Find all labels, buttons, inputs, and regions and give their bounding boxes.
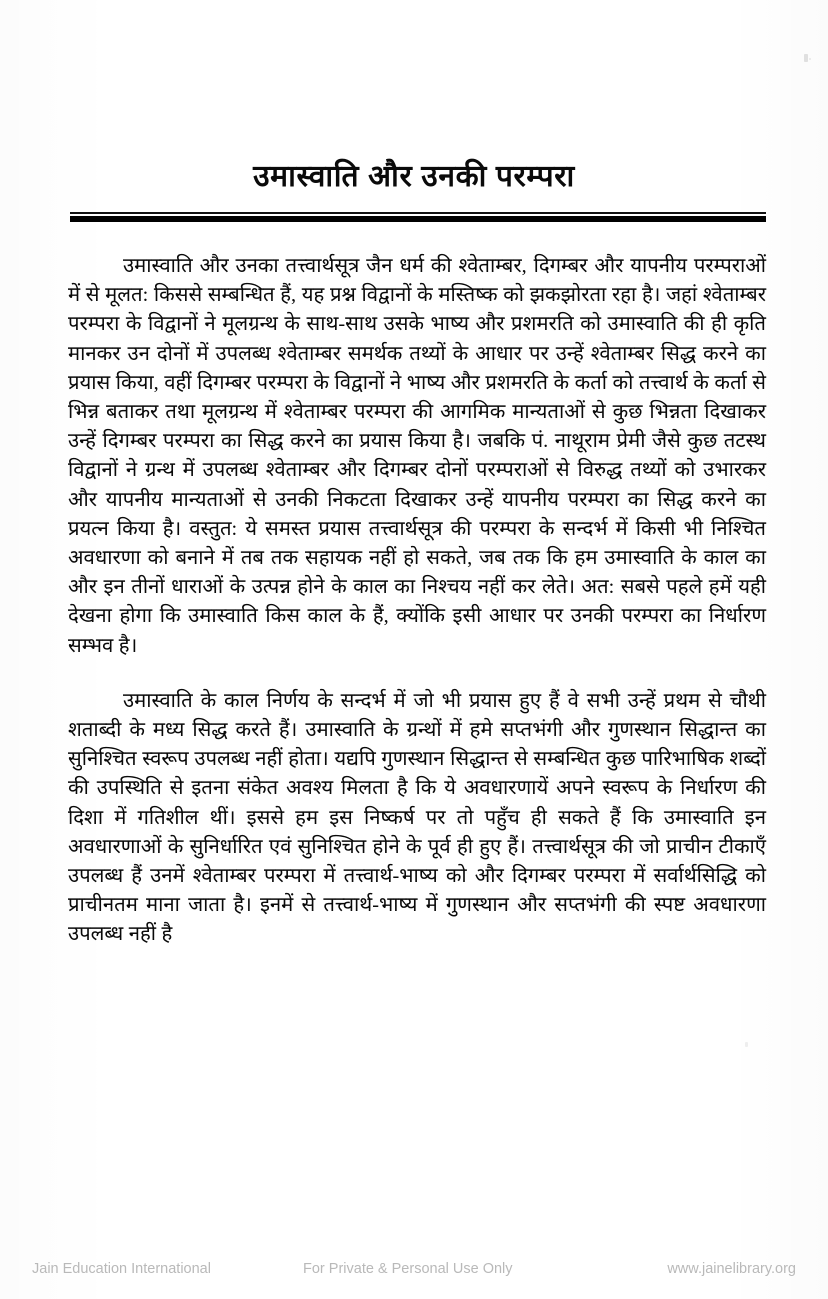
title-rule-thin xyxy=(70,212,766,214)
footer-usage-notice: For Private & Personal Use Only xyxy=(303,1261,513,1277)
scan-artifact-speck xyxy=(745,1042,748,1047)
page-title: उमास्वाति और उनकी परम्परा xyxy=(253,160,575,193)
scan-artifact-speck xyxy=(809,58,811,60)
scan-artifact-speck xyxy=(804,54,808,62)
footer-publisher: Jain Education International xyxy=(32,1261,211,1277)
title-rule-thick xyxy=(70,216,766,222)
paragraph: उमास्वाति और उनका तत्त्वार्थसूत्र जैन धर्म की श्वेताम्बर, दिगम्बर और यापनीय परम्पराओं में से मूलत: किससे सम्बन्धित हैं, यह प्रश्न विद्वानों के मस्तिष्क को झकझोरता रहा है। जहां श्वेताम्बर परम्परा के विद्वानों ने मूलग्रन्थ के साथ-साथ उसके भाष्य और प्रशमरति को उमास्वाति की ही कृति मान‍कर उन दोनों में उपलब्ध श्वेताम्बर समर्थक तथ्यों के आधार पर उन्हें श्वेताम्बर सिद्ध करने का प्रयास किया, वहीं दिगम्बर परम्परा के विद्वानों ने भाष्य और प्रशमरति के कर्ता को तत्त्वार्थ के कर्ता से भिन्न बताकर तथा मूलग्रन्थ में श्वेताम्बर परम्परा की आगमिक मान्यताओं से कुछ भिन्नता दिखाकर उन्हें दिगम्बर परम्परा का सिद्ध करने का प्रयास किया है। जबकि पं. नाथूराम प्रेमी जैसे कुछ तटस्थ विद्वानों ने ग्रन्थ में उपलब्ध श्वेताम्बर और दिगम्बर दोनों परम्पराओं से विरुद्ध तथ्यों को उभारकर और यापनीय मान्यताओं से उनकी निकटता दिखाकर उन्हें यापनीय परम्परा का सिद्ध करने का प्रयत्न किया है। वस्तुत: ये समस्त प्रयास तत्त्वार्थसूत्र की परम्परा के सन्दर्भ में किसी भी निश्चित अवधारणा को बनाने में तब तक सहायक नहीं हो सकते, जब तक कि हम उमास्वाति के काल का और इन तीनों धाराओं के उत्पन्न होने के काल का निश्चय नहीं कर लेते। अत: सबसे पहले हमें यही देखना होगा कि उमास्वाति किस काल के हैं, क्योंकि इसी आधार पर उनकी परम्परा का निर्धारण सम्भव है। xyxy=(68,255,766,657)
body-text xyxy=(68,252,766,950)
page-footer xyxy=(0,1258,828,1280)
title-block xyxy=(0,158,828,196)
footer-website-url[interactable]: www.jainelibrary.org xyxy=(667,1261,796,1277)
paragraph: उमास्वाति के काल निर्णय के सन्दर्भ में जो भी प्रयास हुए हैं वे सभी उन्हें प्रथम से चौथी शताब्दी के मध्य सिद्ध करते हैं। उमास्वाति के ग्रन्थों में हमे सप्तभंगी और गुणस्थान सिद्धान्त का सुनिश्चित स्वरूप उपलब्ध नहीं होता। यद्यपि गुणस्थान सिद्धान्त से सम्बन्धित कुछ पारिभाषिक शब्दों की उपस्थिति से इतना संकेत अवश्य मिलता है कि ये अवधारणायें अपने स्वरूप के निर्धारण की दिशा में गतिशील थीं। इससे हम इस निष्कर्ष पर तो पहुँच ही सकते हैं कि उमास्वाति इन अवधारणाओं के सुनिर्धारित एवं सुनिश्चित होने के पूर्व ही हुए हैं। तत्त्वार्थसूत्र की जो प्राचीन टीकाएँ उपलब्ध हैं उनमें श्वेताम्बर परम्परा में तत्त्वार्थ-भाष्य को और दिगम्बर परम्परा में सर्वार्थसिद्धि को प्राचीनतम माना जाता है। इनमें से तत्त्वार्थ-भाष्य में गुणस्थान और सप्तभंगी की स्पष्ट अवधारणा उपलब्ध नहीं है xyxy=(68,689,766,946)
